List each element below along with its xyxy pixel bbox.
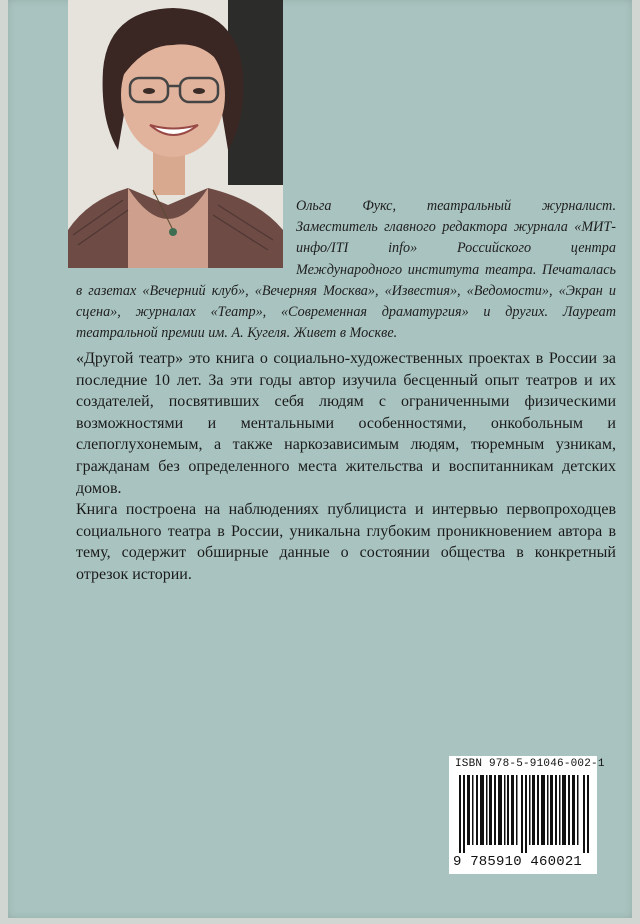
author-bio-text: Ольга Фукс, театральный журналист. Заместитель главного редактора журнала «МИТ-инфо/ITI info» Российского центра Международного института театра. Печаталась в газетах «Вечерний клуб», «Вечерняя Москва», «Известия», «Ведомости», «Экран и сцена», журналах «Театр», «Современная драматургия» и других. Лауреат театральной премии им. А. Кугеля. Живет в Москве. — [76, 198, 616, 342]
book-annotation — [76, 348, 616, 586]
photo-text-wrap-spacer — [76, 196, 296, 268]
barcode-icon — [459, 775, 589, 853]
annotation-paragraph-2: Книга построена на наблюдениях публициста и интервью первопроходцев социального театра в России, уникальна глубоким проникновением автора в тему, содержит обширные данные о состоянии общества в конкретный отрезок истории. — [76, 501, 616, 583]
isbn-label: ISBN 978-5-91046-002-1 — [455, 758, 605, 770]
book-back-cover — [8, 0, 632, 918]
annotation-paragraph-1: «Другой театр» это книга о социально-художественных проектах в России за последние 10 лет. За эти годы автор изучила бесценный опыт театров и их создателей, посвятивших себя людям с ограниченными физическими возможностями и ментальными особенностями, онкобольным и слепоглухонемым, а также наркозависимым людям, тюремным узникам, гражданам без определенного места жительства и воспитанникам детских домов. — [76, 350, 616, 497]
isbn-block — [449, 756, 605, 874]
author-bio — [76, 196, 616, 344]
barcode-digits: 9 785910 460021 — [453, 854, 583, 870]
